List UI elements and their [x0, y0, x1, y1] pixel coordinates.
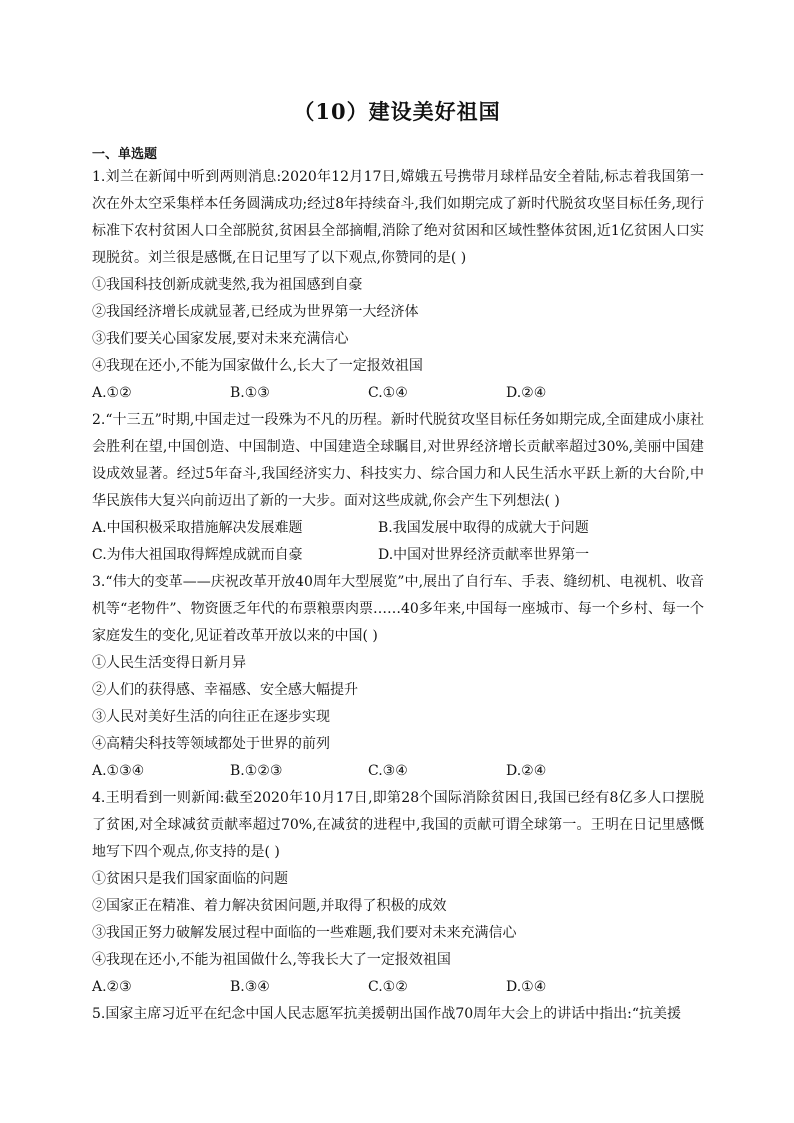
question-stem: 1.刘兰在新闻中听到两则消息:2020年12月17日,嫦娥五号携带月球样品安全着陆,标志着我国第一次在外太空采集样本任务圆满成功;经过8年持续奋斗,我们如期完成了新时代脱贫攻坚目标任务,现行标准下农村贫困人口全部脱贫,贫困县全部摘帽,消除了绝对贫困和区域性整体贫困,近1亿贫困人口实现脱贫。刘兰很是感慨,在日记里写了以下观点,你赞同的是( )	[92, 169, 704, 266]
answer-options	[92, 758, 704, 785]
question-stem: 5.国家主席习近平在纪念中国人民志愿军抗美援朝出国作战70周年大会上的讲话中指出:“抗美援	[92, 1006, 682, 1022]
question-3	[92, 569, 704, 785]
statement: ④高精尖科技等领域都处于世界的前列	[92, 736, 330, 752]
answer-options-row-2	[92, 542, 704, 569]
option-d: D.中国对世界经济贡献率世界第一	[378, 547, 590, 563]
statement: ①人民生活变得日新月异	[92, 655, 246, 671]
page-title: （10）建设美好祖国	[293, 99, 501, 124]
question-stem: 2.“十三五”时期,中国走过一段殊为不凡的历程。新时代脱贫攻坚目标任务如期完成,全面建成小康社会胜利在望,中国创造、中国制造、中国建造全球瞩目,对世界经济增长贡献率超过30%,美丽中国建设成效显著。经过5年奋斗,我国经济实力、科技实力、综合国力和人民生活水平跃上新的大台阶,中华民族伟大复兴向前迈出了新的一大步。面对这些成就,你会产生下列想法( )	[92, 412, 704, 509]
statement: ②国家正在精准、着力解决贫困问题,并取得了积极的成效	[92, 898, 447, 914]
option-a: A.②③	[92, 979, 132, 995]
statement: ③我们要关心国家发展,要对未来充满信心	[92, 331, 349, 347]
option-b: B.③④	[230, 979, 270, 995]
question-1	[92, 164, 704, 407]
option-c: C.①④	[368, 385, 408, 401]
option-c: C.①②	[368, 979, 408, 995]
statement: ③人民对美好生活的向往正在逐步实现	[92, 709, 330, 725]
statement: ②我国经济增长成就显著,已经成为世界第一大经济体	[92, 304, 419, 320]
question-2	[92, 407, 704, 569]
option-b: B.①③	[230, 385, 270, 401]
statement: ②人们的获得感、幸福感、安全感大幅提升	[92, 682, 358, 698]
answer-options	[92, 974, 704, 1001]
option-b: B.我国发展中取得的成就大于问题	[378, 520, 589, 536]
statement: ①我国科技创新成就斐然,我为祖国感到自豪	[92, 277, 363, 293]
statement: ④我现在还小,不能为祖国做什么,等我长大了一定报效祖国	[92, 952, 451, 968]
statement: ①贫困只是我们国家面临的问题	[92, 871, 288, 887]
option-a: A.①③④	[92, 763, 145, 779]
option-c: C.③④	[368, 763, 408, 779]
option-d: D.①④	[506, 979, 547, 995]
answer-options	[92, 380, 704, 407]
option-d: D.②④	[506, 763, 547, 779]
option-a: A.①②	[92, 385, 132, 401]
statement: ④我现在还小,不能为国家做什么,长大了一定报效祖国	[92, 358, 423, 374]
option-b: B.①②③	[230, 763, 283, 779]
option-c: C.为伟大祖国取得辉煌成就而自豪	[92, 547, 303, 563]
answer-options-row-1	[92, 515, 704, 542]
section-heading: 一、单选题	[92, 147, 158, 162]
option-d: D.②④	[506, 385, 547, 401]
option-a: A.中国积极采取措施解决发展难题	[92, 520, 303, 536]
question-list	[92, 164, 704, 1028]
question-5	[92, 1001, 704, 1028]
question-stem: 3.“伟大的变革——庆祝改革开放40周年大型展览”中,展出了自行车、手表、缝纫机、电视机、收音机等“老物件”、物资匮乏年代的布票粮票肉票……40多年来,中国每一座城市、每一个乡村、每一个家庭发生的变化,见证着改革开放以来的中国( )	[92, 574, 704, 644]
question-stem: 4.王明看到一则新闻:截至2020年10月17日,即第28个国际消除贫困日,我国已经有8亿多人口摆脱了贫困,对全球减贫贡献率超过70%,在减贫的进程中,我国的贡献可谓全球第一。王明在日记里感慨地写下四个观点,你支持的是( )	[92, 790, 704, 860]
question-4	[92, 785, 704, 1001]
statement: ③我国正努力破解发展过程中面临的一些难题,我们要对未来充满信心	[92, 925, 517, 941]
